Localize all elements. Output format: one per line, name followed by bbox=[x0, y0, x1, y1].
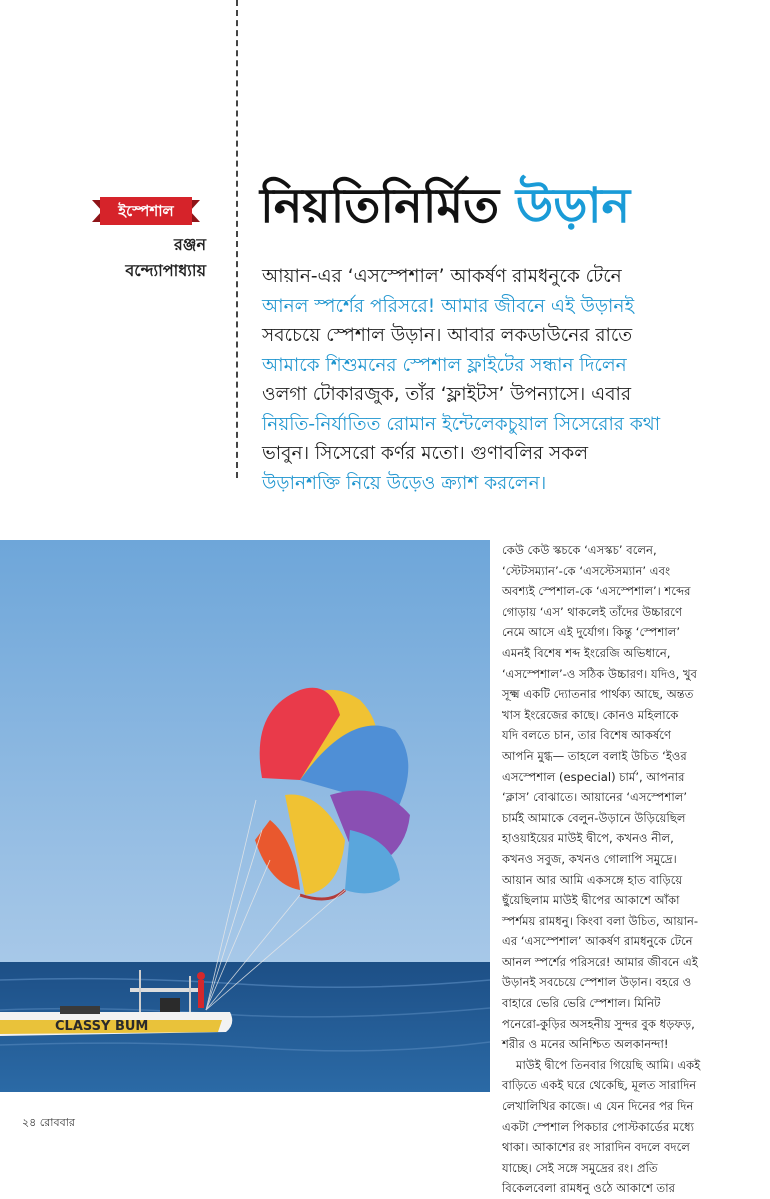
body-line: আপনি মুগ্ধ— তাহলে বলাই উচিত ‘ইওর bbox=[502, 748, 687, 763]
headline-part-2: উড়ান bbox=[515, 178, 631, 234]
section-badge bbox=[92, 196, 200, 226]
intro-paragraph bbox=[262, 262, 762, 498]
body-line: ‘ক্লাস’ বোঝাতে। আয়ানের ‘এসস্পেশাল’ bbox=[502, 790, 688, 805]
headline-part-1: নিয়তিনির্মিত bbox=[260, 178, 500, 234]
body-line: স্পর্শময় রামধনু। কিংবা বলা উচিত, আয়ান- bbox=[502, 913, 699, 928]
body-line: বাহারে ভেরি ভেরি স্পেশাল। মিনিট bbox=[502, 996, 661, 1011]
body-line: চার্মই আমাকে বেলুন-উড়ানে উড়িয়েছিল bbox=[502, 810, 686, 825]
body-column bbox=[502, 540, 764, 1199]
body-line: যদি বলতে চান, তার বিশেষ আকর্ষণে bbox=[502, 728, 672, 743]
body-line: নেমে আসে এই দুর্যোগ। কিন্তু ‘স্পেশাল’ bbox=[502, 625, 681, 640]
body-line: লেখালিখির কাজে। এ যেন দিনের পর দিন bbox=[502, 1099, 694, 1114]
parasailing-photo bbox=[0, 540, 490, 1092]
body-line: ছুঁয়েছিলাম মাউই দ্বীপের আকাশে আঁকা bbox=[502, 893, 680, 908]
body-line: ‘স্টেটসম্যান’-কে ‘এসস্টেসম্যান’ এবং bbox=[502, 563, 671, 578]
intro-line: নিয়তি-নির্যাতিত রোমান ইন্টেলেকচুয়াল সিসেরোর কথা bbox=[262, 413, 661, 435]
body-line: গোড়ায় ‘এস’ থাকলেই তাঁদের উচ্চারণে bbox=[502, 604, 682, 619]
body-line: এমনই বিশেষ শব্দ ইংরেজি অভিধানে, bbox=[502, 645, 671, 660]
body-line: সূক্ষ্ম একটি দ্যোতনার পার্থক্য আছে, অন্তত bbox=[502, 687, 694, 702]
column-divider bbox=[236, 0, 238, 478]
intro-line: আনল স্পর্শের পরিসরে! আমার জীবনে এই উড়ানই bbox=[262, 295, 635, 317]
author-byline bbox=[96, 232, 206, 284]
headline bbox=[260, 166, 765, 246]
body-line: একটা স্পেশাল পিকচার পোস্টকার্ডের মধ্যে bbox=[502, 1119, 694, 1134]
body-line: যাচ্ছে। সেই সঙ্গে সমুদ্রের রং। প্রতি bbox=[502, 1160, 658, 1175]
body-line: এর ‘এসস্পেশাল’ আকর্ষণ রামধনুকে টেনে bbox=[502, 934, 693, 949]
body-line: কেউ কেউ স্কচকে ‘এসস্কচ’ বলেন, bbox=[502, 543, 657, 557]
intro-line: ভাবুন। সিসেরো কর্ণর মতো। গুণাবলির সকল bbox=[262, 443, 588, 464]
body-line: মাউই দ্বীপে তিনবার গিয়েছি আমি। একই bbox=[516, 1057, 701, 1072]
body-line: ‘এসস্পেশাল’-ও সঠিক উচ্চারণ। যদিও, খুব bbox=[502, 666, 698, 681]
body-line: শরীর ও মনের অনিশ্চিত অলকানন্দা! bbox=[502, 1037, 669, 1052]
author-last-name: বন্দ্যোপাধ্যায় bbox=[125, 261, 206, 280]
body-line: আয়ান আর আমি একসঙ্গে হাত বাড়িয়ে bbox=[502, 872, 683, 887]
body-line: পনেরো-কুড়ির অসহনীয় সুন্দর বুক ধড়ফড়, bbox=[502, 1016, 695, 1031]
body-line: হাওয়াইয়ের মাউই দ্বীপে, কখনও নীল, bbox=[502, 831, 674, 846]
body-line: থাকা। আকাশের রং সারাদিন বদলে বদলে bbox=[502, 1140, 690, 1155]
intro-line: ওলগা টোকারজুক, তাঁর ‘ফ্লাইটস’ উপন্যাসে। এবার bbox=[262, 384, 632, 405]
body-line: বাড়িতে একই ঘরে থেকেছি, মূলত সারাদিন bbox=[502, 1078, 697, 1093]
photo-illustration bbox=[0, 540, 490, 1092]
body-line: আনল স্পর্শের পরিসরে! আমার জীবনে এই bbox=[502, 954, 698, 969]
intro-line: উড়ানশক্তি নিয়ে উড়েও ক্র্যাশ করলেন। bbox=[262, 472, 547, 494]
intro-line: সবচেয়ে স্পেশাল উড়ান। আবার লকডাউনের রাতে bbox=[262, 325, 633, 346]
badge-label: ইস্পেশাল bbox=[118, 202, 174, 220]
body-line: কখনও সবুজ, কখনও গোলাপি সমুদ্রে। bbox=[502, 851, 677, 866]
body-line: বিকেলবেলা রামধনু ওঠে আকাশে তার bbox=[502, 1181, 675, 1196]
intro-line: আয়ান-এর ‘এসস্পেশাল’ আকর্ষণ রামধনুকে টেনে bbox=[262, 266, 622, 287]
author-first-name: রঞ্জন bbox=[173, 235, 206, 254]
body-line: অবশ্যই স্পেশাল-কে ‘এসস্পেশাল’। শব্দের bbox=[502, 584, 691, 599]
page-folio: ২৪ রোববার bbox=[22, 1116, 75, 1129]
body-line: এসস্পেশাল (especial) চার্ম’, আপনার bbox=[502, 769, 685, 784]
intro-line: আমাকে শিশুমনের স্পেশাল ফ্লাইটের সন্ধান দিলেন bbox=[262, 354, 627, 376]
boat-name-text: CLASSY BUM bbox=[55, 1019, 149, 1034]
body-line: খাস ইংরেজের কাছে। কোনও মহিলাকে bbox=[502, 707, 679, 722]
body-line: উড়ানই সবচেয়ে স্পেশাল উড়ান। বহরে ও bbox=[502, 975, 692, 990]
